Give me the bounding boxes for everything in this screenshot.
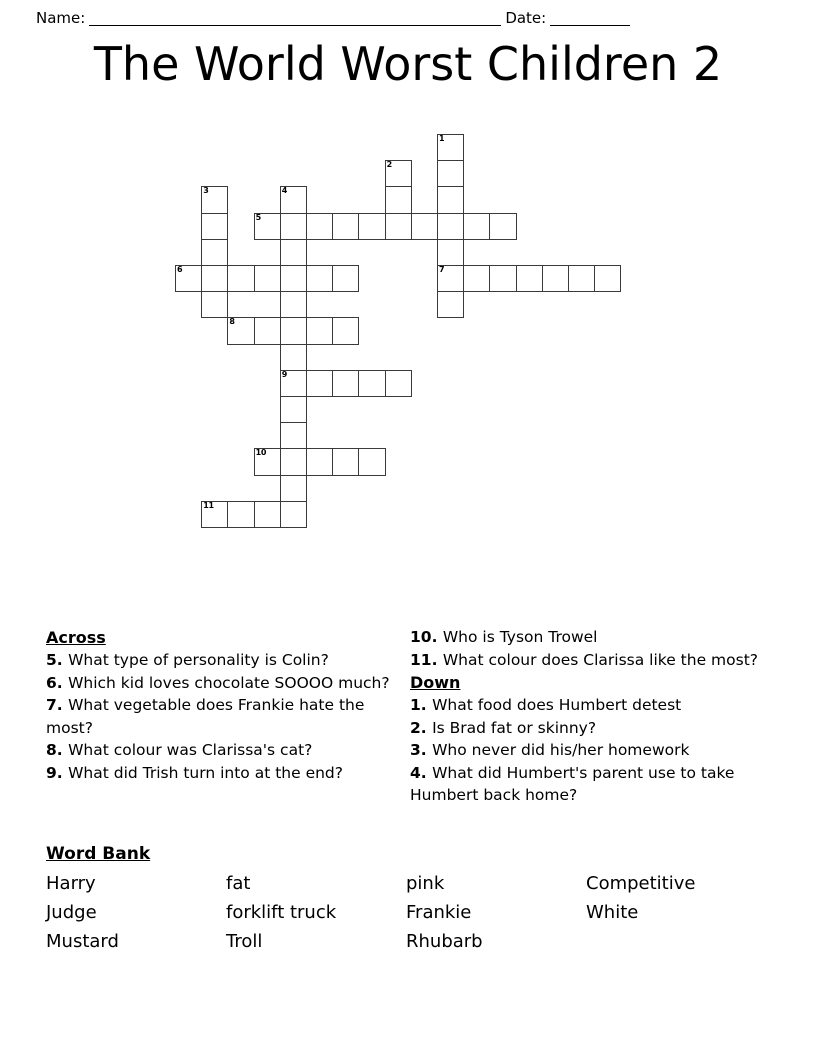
grid-cell-number: 11 bbox=[203, 500, 214, 510]
clue-across-5 bbox=[46, 649, 396, 672]
word-bank-item-pink: pink bbox=[406, 873, 445, 894]
clue-text: Is Brad fat or skinny? bbox=[432, 718, 597, 737]
grid-cell-numbered-8[interactable] bbox=[227, 317, 254, 344]
clue-number: 4. bbox=[410, 763, 433, 782]
grid-cell[interactable] bbox=[385, 370, 412, 397]
name-date-header bbox=[0, 0, 816, 26]
word-bank-item-white: White bbox=[586, 902, 639, 923]
grid-cell[interactable] bbox=[332, 370, 359, 397]
grid-cell[interactable] bbox=[280, 344, 307, 371]
grid-cell-numbered-9[interactable] bbox=[280, 370, 307, 397]
grid-cell-number: 9 bbox=[281, 369, 288, 379]
grid-cell[interactable] bbox=[254, 501, 281, 528]
grid-cell[interactable] bbox=[437, 291, 464, 318]
grid-cell[interactable] bbox=[306, 213, 333, 240]
down-heading: Down bbox=[410, 673, 461, 692]
word-bank-item-mustard: Mustard bbox=[46, 931, 119, 952]
grid-cell-numbered-1[interactable] bbox=[437, 134, 464, 161]
grid-cell[interactable] bbox=[280, 239, 307, 266]
grid-cell[interactable] bbox=[306, 265, 333, 292]
clue-across-11 bbox=[410, 649, 760, 672]
clue-number: 6. bbox=[46, 673, 69, 692]
clue-number: 2. bbox=[410, 718, 433, 737]
grid-cell[interactable] bbox=[306, 317, 333, 344]
grid-cell[interactable] bbox=[358, 213, 385, 240]
grid-cell[interactable] bbox=[227, 265, 254, 292]
clue-text: Who never did his/her homework bbox=[432, 741, 690, 759]
grid-cell-number: 4 bbox=[281, 186, 288, 196]
clue-down-4 bbox=[410, 762, 760, 807]
clue-across-6 bbox=[46, 672, 396, 695]
grid-cell-numbered-3[interactable] bbox=[201, 186, 228, 213]
grid-cell[interactable] bbox=[306, 448, 333, 475]
grid-cell[interactable] bbox=[411, 213, 438, 240]
grid-cell-number: 7 bbox=[439, 265, 445, 274]
clue-number: 11. bbox=[410, 650, 443, 669]
grid-cell-numbered-7[interactable] bbox=[437, 265, 464, 292]
grid-cell-number: 6 bbox=[177, 265, 183, 274]
grid-cell[interactable] bbox=[201, 265, 228, 292]
across-heading: Across bbox=[46, 628, 106, 647]
grid-cell[interactable] bbox=[280, 291, 307, 318]
clue-number: 7. bbox=[46, 696, 69, 714]
grid-cell[interactable] bbox=[280, 475, 307, 502]
grid-cell[interactable] bbox=[463, 265, 490, 292]
grid-cell[interactable] bbox=[280, 396, 307, 423]
word-bank-item-harry: Harry bbox=[46, 873, 96, 894]
clue-number: 3. bbox=[410, 741, 433, 759]
clue-number: 5. bbox=[46, 651, 69, 669]
word-bank-item-empty bbox=[586, 927, 766, 956]
grid-cell-numbered-4[interactable] bbox=[280, 186, 307, 213]
grid-cell[interactable] bbox=[516, 265, 543, 292]
clue-text: What did Trish turn into at the end? bbox=[68, 763, 343, 782]
word-bank bbox=[46, 842, 786, 956]
grid-cell-numbered-10[interactable] bbox=[254, 448, 281, 475]
grid-cell-number: 2 bbox=[386, 160, 392, 170]
grid-cell[interactable] bbox=[437, 213, 464, 240]
grid-cell[interactable] bbox=[437, 186, 464, 213]
grid-cell-numbered-2[interactable] bbox=[385, 160, 412, 187]
clue-number: 1. bbox=[410, 696, 433, 714]
grid-cell[interactable] bbox=[332, 265, 359, 292]
grid-cell[interactable] bbox=[280, 317, 307, 344]
grid-cell-numbered-11[interactable] bbox=[201, 501, 228, 528]
clue-number: 8. bbox=[46, 741, 69, 759]
clue-across-7 bbox=[46, 694, 396, 739]
grid-cell[interactable] bbox=[332, 213, 359, 240]
grid-cell[interactable] bbox=[306, 370, 333, 397]
grid-cell[interactable] bbox=[385, 213, 412, 240]
grid-cell[interactable] bbox=[280, 213, 307, 240]
name-label: Name: bbox=[36, 9, 86, 27]
word-bank-item-competitive: Competitive bbox=[586, 873, 696, 894]
clue-text: What food does Humbert detest bbox=[432, 696, 682, 714]
grid-cell[interactable] bbox=[463, 213, 490, 240]
grid-cell[interactable] bbox=[568, 265, 595, 292]
clue-across-10 bbox=[410, 626, 760, 649]
word-bank-item-rhubarb: Rhubarb bbox=[406, 931, 483, 952]
clue-down-3 bbox=[410, 739, 760, 762]
clue-text: What colour does Clarissa like the most? bbox=[442, 650, 758, 669]
clue-down-2 bbox=[410, 717, 760, 740]
grid-cell[interactable] bbox=[332, 317, 359, 344]
clue-across-9 bbox=[46, 762, 396, 785]
grid-cell-number: 10 bbox=[255, 448, 267, 458]
word-bank-item-fat: fat bbox=[226, 873, 251, 894]
word-bank-item-troll: Troll bbox=[226, 931, 263, 952]
grid-cell[interactable] bbox=[280, 265, 307, 292]
clue-across-8 bbox=[46, 739, 396, 762]
name-write-line[interactable] bbox=[89, 11, 501, 26]
grid-cell[interactable] bbox=[280, 422, 307, 449]
grid-cell-number: 8 bbox=[229, 317, 235, 327]
date-write-line[interactable] bbox=[550, 11, 630, 26]
clue-down-1 bbox=[410, 694, 760, 717]
grid-cell[interactable] bbox=[358, 370, 385, 397]
grid-cell[interactable] bbox=[358, 448, 385, 475]
clue-number: 10. bbox=[410, 628, 443, 646]
grid-cell[interactable] bbox=[489, 265, 516, 292]
word-bank-item-judge: Judge bbox=[46, 902, 97, 923]
grid-cell-number: 3 bbox=[203, 186, 209, 196]
grid-cell-number: 5 bbox=[255, 212, 261, 222]
page-title: The World Worst Children 2 bbox=[93, 37, 723, 91]
grid-cell[interactable] bbox=[332, 448, 359, 475]
grid-cell[interactable] bbox=[201, 239, 228, 266]
grid-cell[interactable] bbox=[227, 501, 254, 528]
clue-text: What did Humbert's parent use to take Humbert back home? bbox=[410, 763, 735, 804]
grid-cell[interactable] bbox=[254, 317, 281, 344]
grid-cell-numbered-5[interactable] bbox=[254, 213, 281, 240]
clue-text: Which kid loves chocolate SOOOO much? bbox=[68, 673, 390, 692]
grid-cell[interactable] bbox=[437, 160, 464, 187]
clue-number: 9. bbox=[46, 763, 69, 782]
grid-cell[interactable] bbox=[437, 239, 464, 266]
grid-cell[interactable] bbox=[594, 265, 621, 292]
clue-text: What colour was Clarissa's cat? bbox=[68, 741, 313, 759]
grid-cell[interactable] bbox=[280, 501, 307, 528]
grid-cell[interactable] bbox=[542, 265, 569, 292]
grid-cell[interactable] bbox=[385, 186, 412, 213]
clues-column-right bbox=[410, 626, 760, 807]
clues-section bbox=[0, 626, 816, 826]
date-label: Date: bbox=[505, 9, 547, 27]
clue-text: What vegetable does Frankie hate the most? bbox=[46, 696, 365, 737]
grid-cell[interactable] bbox=[201, 213, 228, 240]
clues-column-left bbox=[46, 626, 396, 784]
word-bank-list bbox=[46, 869, 786, 956]
grid-cell[interactable] bbox=[280, 448, 307, 475]
clue-text: Who is Tyson Trowel bbox=[442, 628, 598, 646]
grid-cell[interactable] bbox=[489, 213, 516, 240]
word-bank-item-forklift-truck: forklift truck bbox=[226, 902, 337, 923]
word-bank-heading: Word Bank bbox=[46, 844, 151, 864]
grid-cell-number: 1 bbox=[439, 134, 445, 143]
grid-cell-numbered-6[interactable] bbox=[175, 265, 202, 292]
grid-cell[interactable] bbox=[254, 265, 281, 292]
clue-text: What type of personality is Colin? bbox=[68, 651, 329, 669]
grid-cell[interactable] bbox=[201, 291, 228, 318]
word-bank-item-frankie: Frankie bbox=[406, 902, 472, 923]
